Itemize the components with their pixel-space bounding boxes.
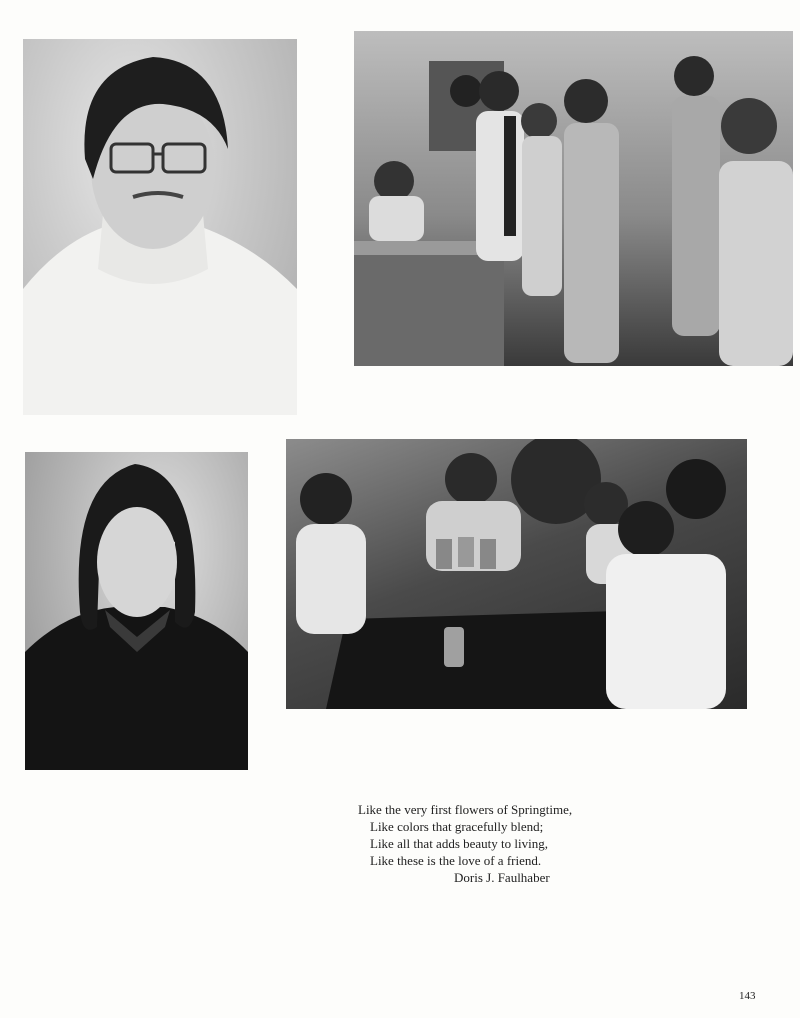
poem-line-3: Like all that adds beauty to living, [370, 836, 548, 851]
portrait-top-illustration [23, 39, 297, 415]
poem-author: Doris J. Faulhaber [454, 870, 550, 885]
candid-photo-top [354, 31, 793, 366]
poem-line-1: Like the very first flowers of Springtime, [358, 802, 573, 817]
page-number: 143 [739, 990, 756, 1002]
portrait-bottom-illustration [25, 452, 248, 770]
poem-line-4: Like these is the love of a friend. [370, 853, 542, 868]
portrait-photo-top [23, 39, 297, 415]
candid-top-illustration [354, 31, 793, 366]
candid-bottom-illustration [286, 439, 747, 709]
poem [358, 801, 572, 886]
portrait-photo-bottom [25, 452, 248, 770]
candid-photo-bottom [286, 439, 747, 709]
poem-line-2: Like colors that gracefully blend; [370, 819, 544, 834]
